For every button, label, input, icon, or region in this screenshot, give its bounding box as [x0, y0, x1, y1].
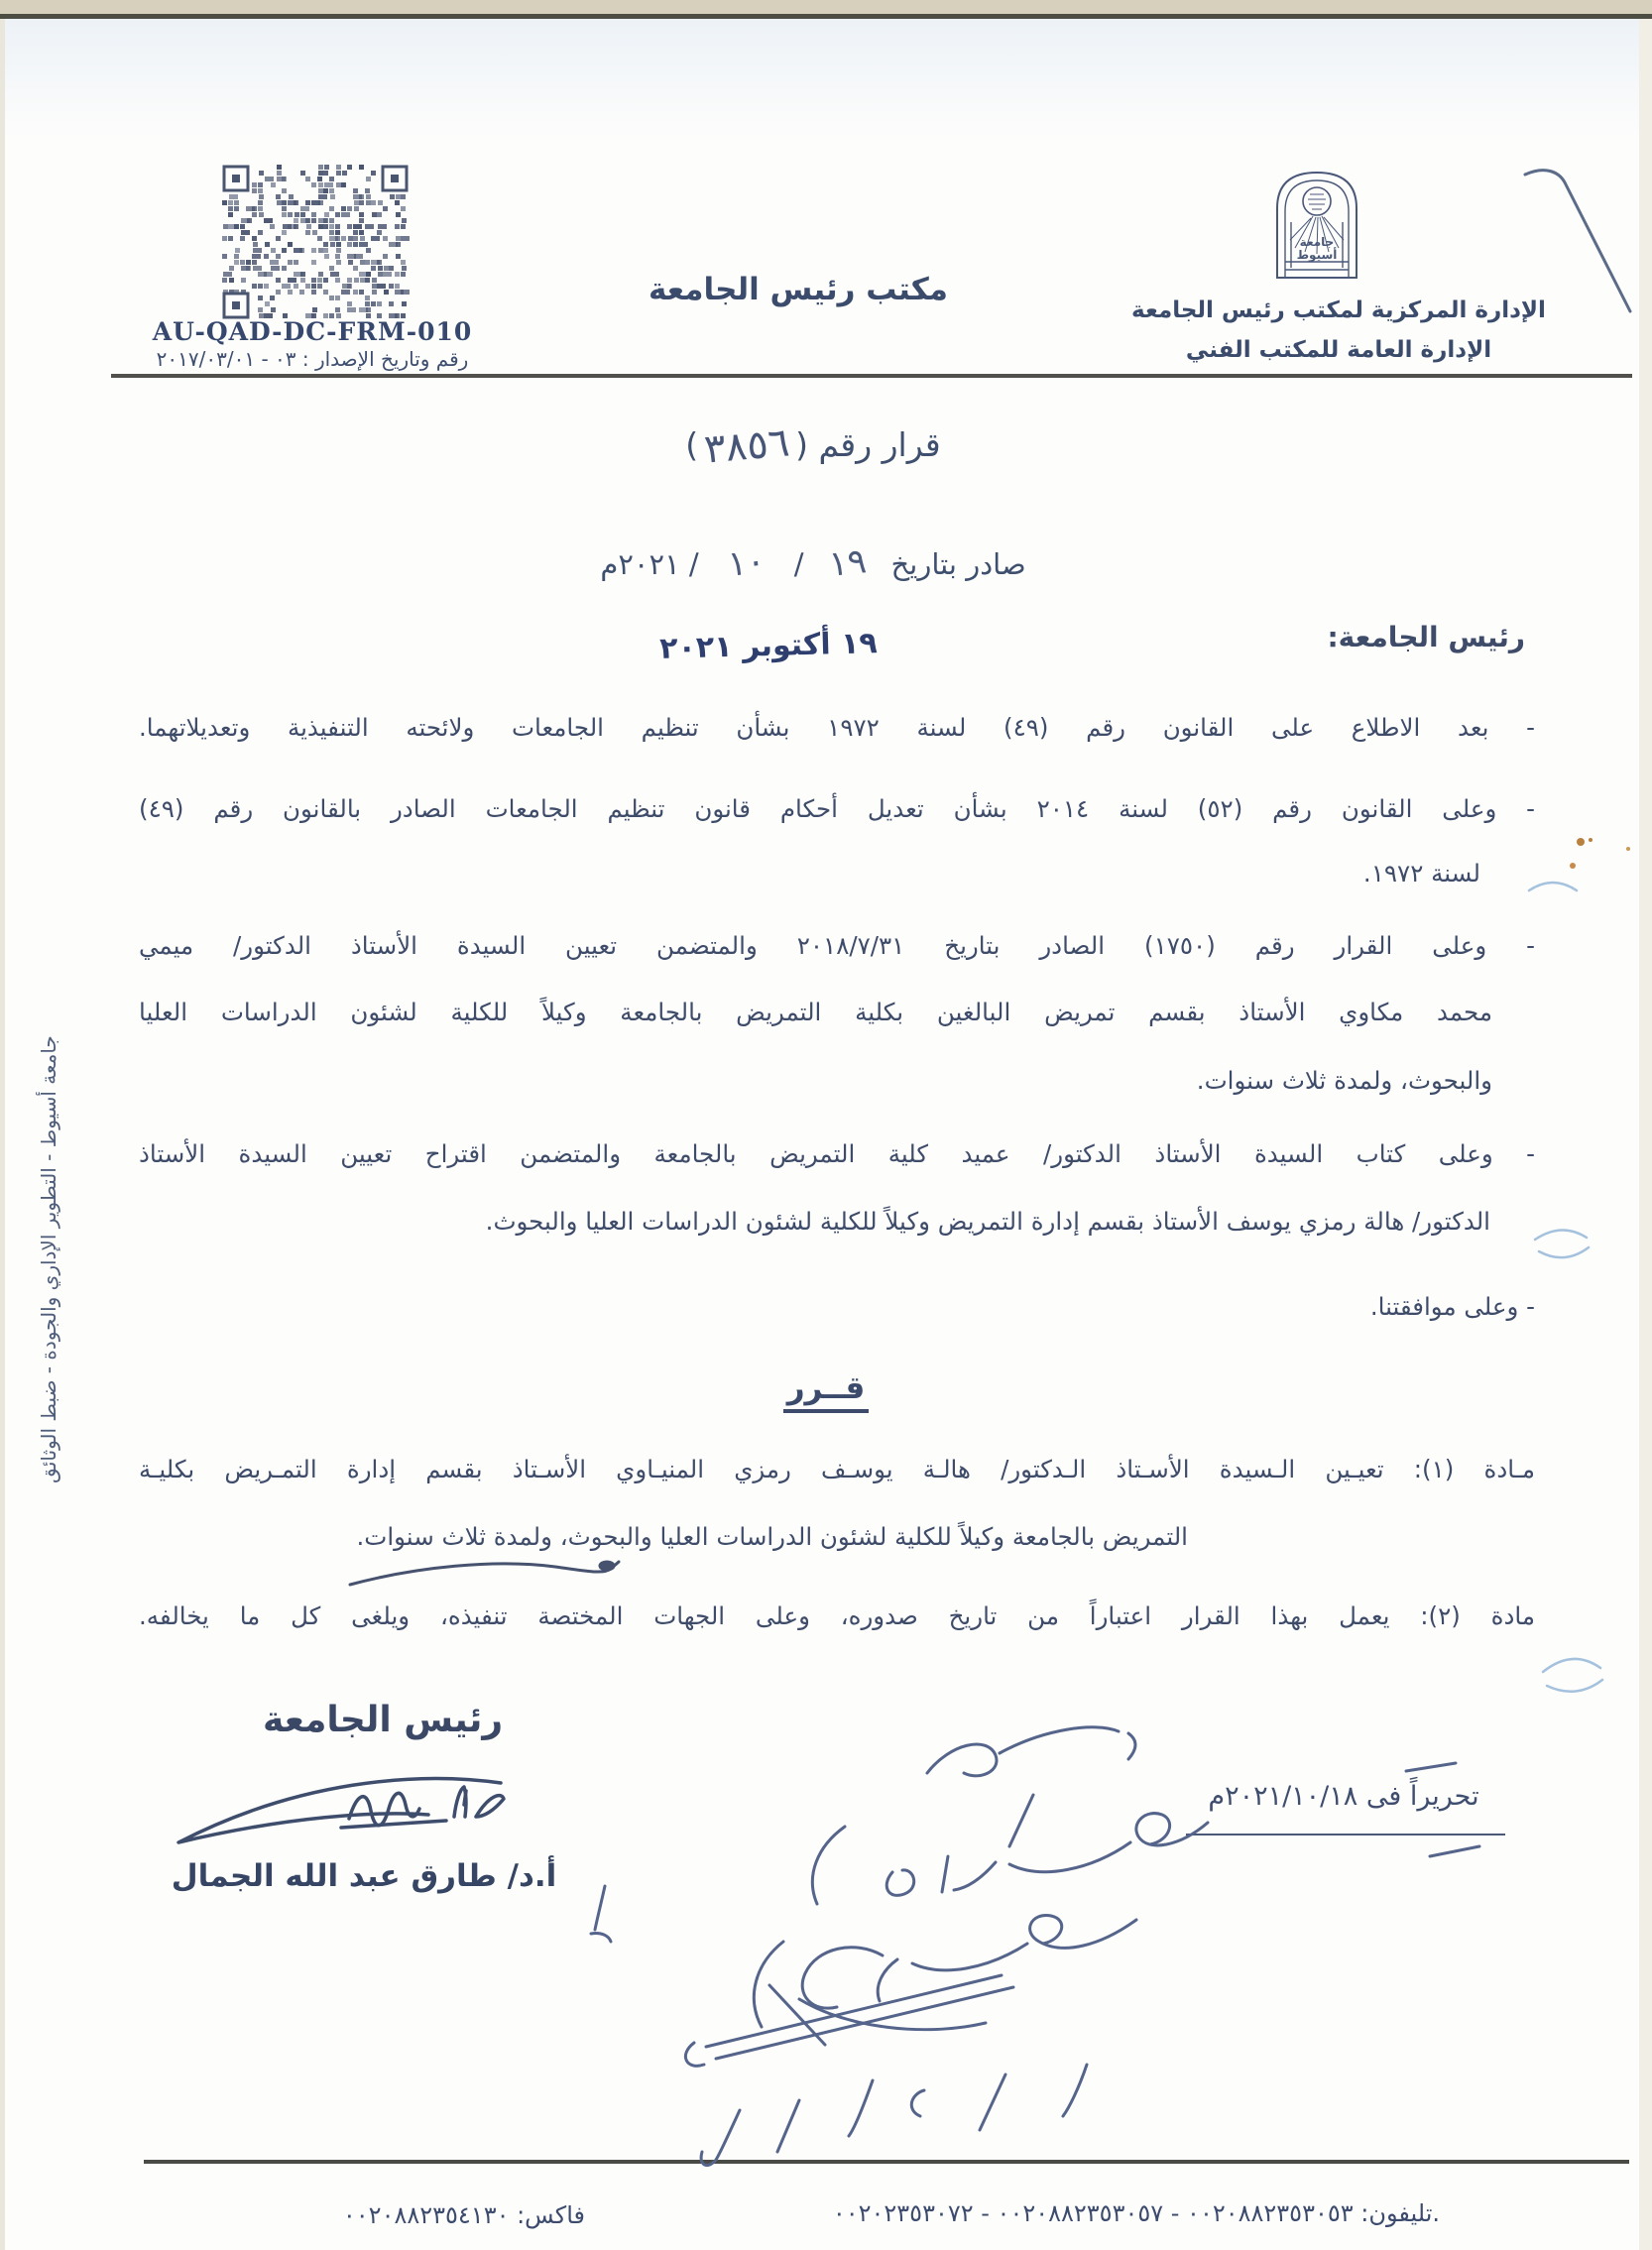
decided-heading: قــرر: [727, 1370, 925, 1406]
office-title: مكتب رئيس الجامعة: [649, 272, 948, 307]
central-admin-line: الإدارة المركزية لمكتب رئيس الجامعة: [1131, 297, 1546, 323]
issued-prefix: صادر بتاريخ: [890, 547, 1026, 581]
scan-edge-right: [1639, 19, 1652, 2250]
preamble-line: - وعلى كتاب السيدة الأستاذ الدكتور/ عميد كلية التمريض بالجامعة والمتضمن اقتراح تعيين السيدة الأستاذ: [139, 1139, 1535, 1168]
article-1-line: التمريض بالجامعة وكيلاً للكلية لشئون الدراسات العليا والبحوث، ولمدة ثلاث سنوات.: [356, 1522, 1188, 1551]
preamble-line: - وعلى موافقتنا.: [1369, 1292, 1535, 1321]
footer-fax: فاكس: ٠٠٢٠٨٨٢٣٥٤١٣٠: [342, 2201, 585, 2229]
decree-number-handwritten: ٣٨٥٦: [702, 419, 792, 473]
issued-year: ٢٠٢١م: [600, 547, 680, 581]
preamble-line: والبحوث، ولمدة ثلاث سنوات.: [1196, 1066, 1492, 1095]
handwritten-date-note: [701, 2065, 1087, 2166]
issue-info: رقم وتاريخ الإصدار : ٠٣ - ٢٠١٧/٠٣/٠١: [156, 347, 469, 371]
signer-name: أ.د/ طارق عبد الله الجمال: [171, 1858, 557, 1894]
scan-edge-left: [0, 19, 5, 2250]
preamble-line: - بعد الاطلاع على القانون رقم (٤٩) لسنة ١٩٧٢ بشأن تنظيم الجامعات ولائحته التنفيذية وتعديلاتهما.: [139, 713, 1536, 742]
president-signature: [178, 1779, 504, 1842]
scan-edge-top: [0, 0, 1652, 14]
salutation: رئيس الجامعة:: [1327, 621, 1525, 653]
preamble-line: - وعلى القرار رقم (١٧٥٠) الصادر بتاريخ ٢٠١٨/٧/٣١ والمتضمن تعيين السيدة الأستاذ الدكتور/ ميمي: [139, 931, 1535, 960]
pen-mark-top-right-icon: [1525, 171, 1630, 311]
preamble-line: لسنة ١٩٧٢.: [1362, 859, 1480, 888]
decree-title-prefix: قرار رقم (: [795, 425, 941, 464]
preamble-line: الدكتور/ هالة رمزي يوسف الأستاذ بقسم إدارة التمريض وكيلاً للكلية لشئون الدراسات العليا والبحوث.: [485, 1207, 1490, 1236]
footer-telephone: .تليفون: ٠٠٢٠٨٨٢٣٥٣٠٥٣ - ٠٠٢٠٨٨٢٣٥٣٠٥٧ - ٠٠٢٠٢٣٥٣٠٧٢: [832, 2199, 1440, 2227]
header-divider: [111, 374, 1632, 378]
scan-tint: [5, 19, 1639, 138]
signer-title: رئيس الجامعة: [262, 1700, 504, 1740]
article-2-line: مادة (٢): يعمل بهذا القرار اعتباراً من تاريخ صدوره، وعلى الجهات المختصة تنفيذه، ويلغى كل ما يخالفه.: [139, 1601, 1536, 1630]
preamble-line: محمد مكاوي الأستاذ بقسم تمريض البالغين بكلية التمريض بالجامعة وكيلاً للكلية لشئون الدراسات العليا: [139, 998, 1492, 1026]
date-stamp: ١٩ أكتوبر ٢٠٢١: [658, 626, 879, 666]
university-logo-icon: [1271, 165, 1362, 282]
article-1-line: مـادة (١): تعيـين الـسيدة الأسـتاذ الـدكتور/ هالـة يوسـف رمزي المنيـاوي الأسـتاذ بقسم إدارة التمـريض بكليـة: [139, 1455, 1536, 1483]
preamble-line: - وعلى القانون رقم (٥٢) لسنة ٢٠١٤ بشأن تعديل أحكام قانون تنظيم الجامعات الصادر بالقانون رقم (٤٩): [139, 794, 1536, 823]
date-separator-1: /: [793, 547, 804, 581]
issued-month-handwritten: ١٠: [725, 541, 767, 585]
ink-specks: [1570, 838, 1630, 869]
written-on-date: تحريراً فى ٢٠٢١/١٠/١٨م: [1208, 1781, 1479, 1812]
side-note-vertical: جامعة أسيوط - التطوير الإداري والجودة - ضبط الوثائق: [37, 1035, 60, 1483]
issued-day-handwritten: ١٩: [826, 541, 869, 585]
decree-title-suffix: ): [685, 425, 699, 464]
issued-date-line: [535, 543, 1091, 583]
handwritten-notes: [591, 1727, 1479, 2067]
date-separator-2: /: [688, 547, 699, 581]
decree-title: [595, 419, 1031, 473]
form-code: AU-QAD-DC-FRM-010: [152, 317, 473, 346]
svg-text:جامعة: جامعة: [1299, 235, 1335, 249]
qr-code: [222, 161, 413, 319]
margin-arc-icon: [1529, 883, 1602, 1692]
written-on-underline: [1186, 1834, 1505, 1836]
general-admin-line: الإدارة العامة للمكتب الفني: [1185, 337, 1492, 363]
footer-divider: [144, 2160, 1629, 2164]
svg-text:أسيوط: أسيوط: [1296, 248, 1338, 262]
